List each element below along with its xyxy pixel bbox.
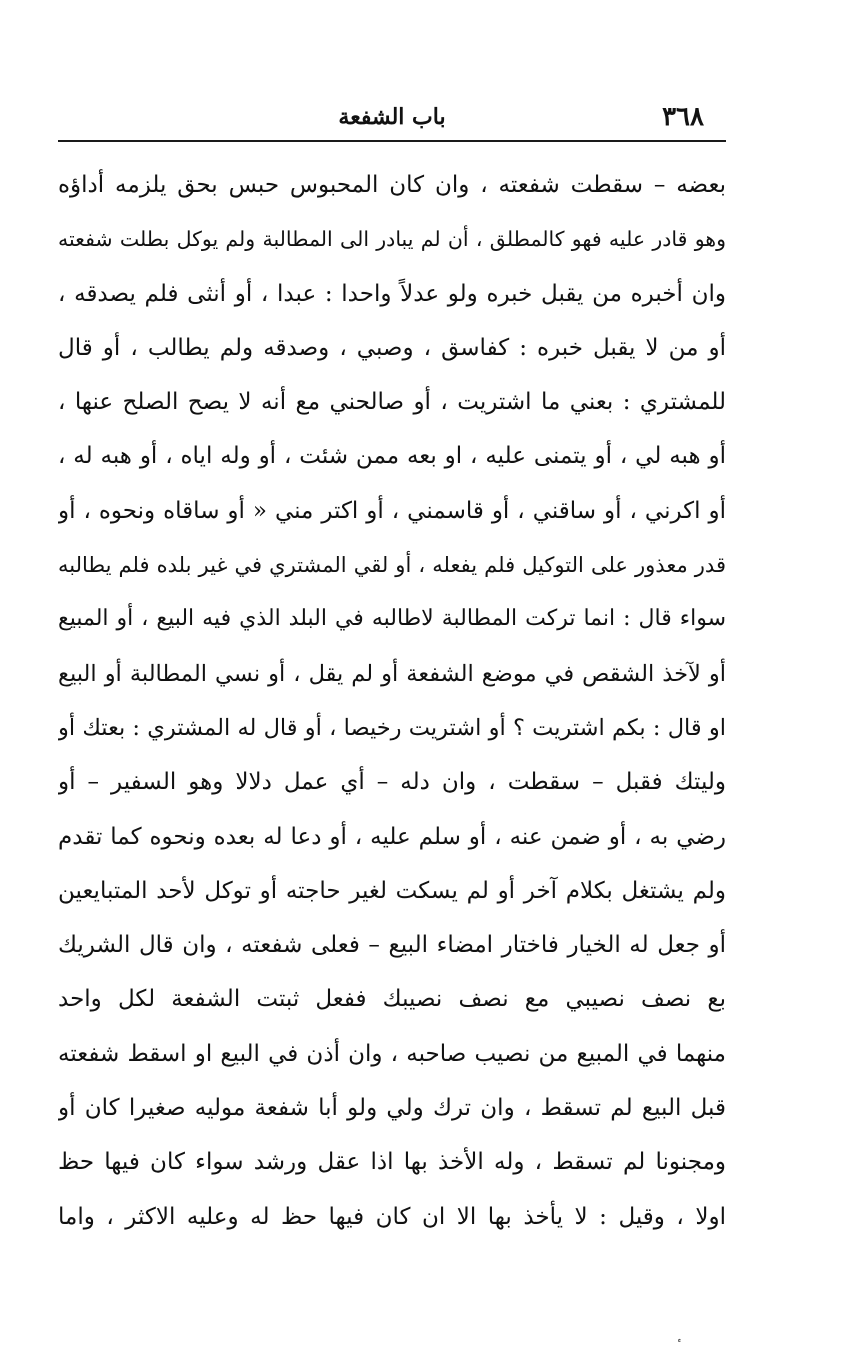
text-line: أو اكرني ، أو ساقني ، أو قاسمني ، أو اكتر مني « أو ساقاه ونحوه ، أو — [58, 497, 726, 524]
text-line: قدر معذور على التوكيل فلم يفعله ، أو لقي المشتري في غير بلده فلم يطالبه — [58, 553, 726, 578]
text-line: او قال : بكم اشتريت ؟ أو اشتريت رخيصا ، أو قال له المشتري : بعتك أو — [58, 714, 726, 741]
text-line: ومجنونا لم تسقط ، وله الأخذ بها اذا عقل ورشد سواء كان فيها حظ — [58, 1149, 726, 1176]
text-line: رضي به ، أو ضمن عنه ، أو سلم عليه ، أو دعا له بعده ونحوه كما تقدم — [58, 823, 726, 850]
page-number: ٣٦٨ — [662, 102, 704, 132]
text-line: للمشتري : بعني ما اشتريت ، أو صالحني مع أنه لا يصح الصلح عنها ، — [58, 389, 726, 416]
text-line: منهما في المبيع من نصيب صاحبه ، وان أذن في البيع او اسقط شفعته — [58, 1040, 726, 1067]
text-line: أو هبه لي ، أو يتمنى عليه ، او بعه ممن شئت ، أو وله اياه ، أو هبه له ، — [58, 443, 726, 470]
text-line: أو من لا يقبل خبره : كفاسق ، وصبي ، وصدقه ولم يطالب ، أو قال — [58, 334, 726, 361]
text-line: وان أخبره من يقبل خبره ولو عدلاً واحدا : عبدا ، أو أنثى فلم يصدقه ، — [58, 280, 726, 307]
text-line: أو جعل له الخيار فاختار امضاء البيع – فعلى شفعته ، وان قال الشريك — [58, 932, 726, 959]
text-line: أو لآخذ الشقص في موضع الشفعة أو لم يقل ، أو نسي المطالبة أو البيع — [58, 660, 726, 687]
text-line: بع نصف نصيبي مع نصف نصيبك ففعل ثبتت الشفعة لكل واحد — [58, 986, 726, 1013]
text-line: ولم يشتغل بكلام آخر أو لم يسكت لغير حاجته أو توكل لأحد المتبايعين — [58, 877, 726, 904]
text-line: قبل البيع لم تسقط ، وان ترك ولي ولو أبا شفعة موليه صغيرا كان أو — [58, 1095, 726, 1122]
page-header — [58, 88, 726, 142]
body-text — [58, 158, 726, 1244]
text-line: وليتك فقبل – سقطت ، وان دله – أي عمل دلالا وهو السفير – أو — [58, 769, 726, 796]
text-line: بعضه – سقطت شفعته ، وان كان المحبوس حبس بحق يلزمه أداؤه — [58, 172, 726, 198]
text-line: وهو قادر عليه فهو كالمطلق ، أن لم يبادر الى المطالبة ولم يوكل بطلت شفعته — [58, 227, 726, 252]
running-title: باب الشفعة — [338, 104, 446, 130]
text-line: اولا ، وقيل : لا يأخذ بها الا ان كان فيها حظ له وعليه الاكثر ، واما — [58, 1203, 726, 1230]
text-line: سواء قال : انما تركت المطالبة لاطالبه في البلد الذي فيه البيع ، أو المبيع — [58, 606, 726, 632]
